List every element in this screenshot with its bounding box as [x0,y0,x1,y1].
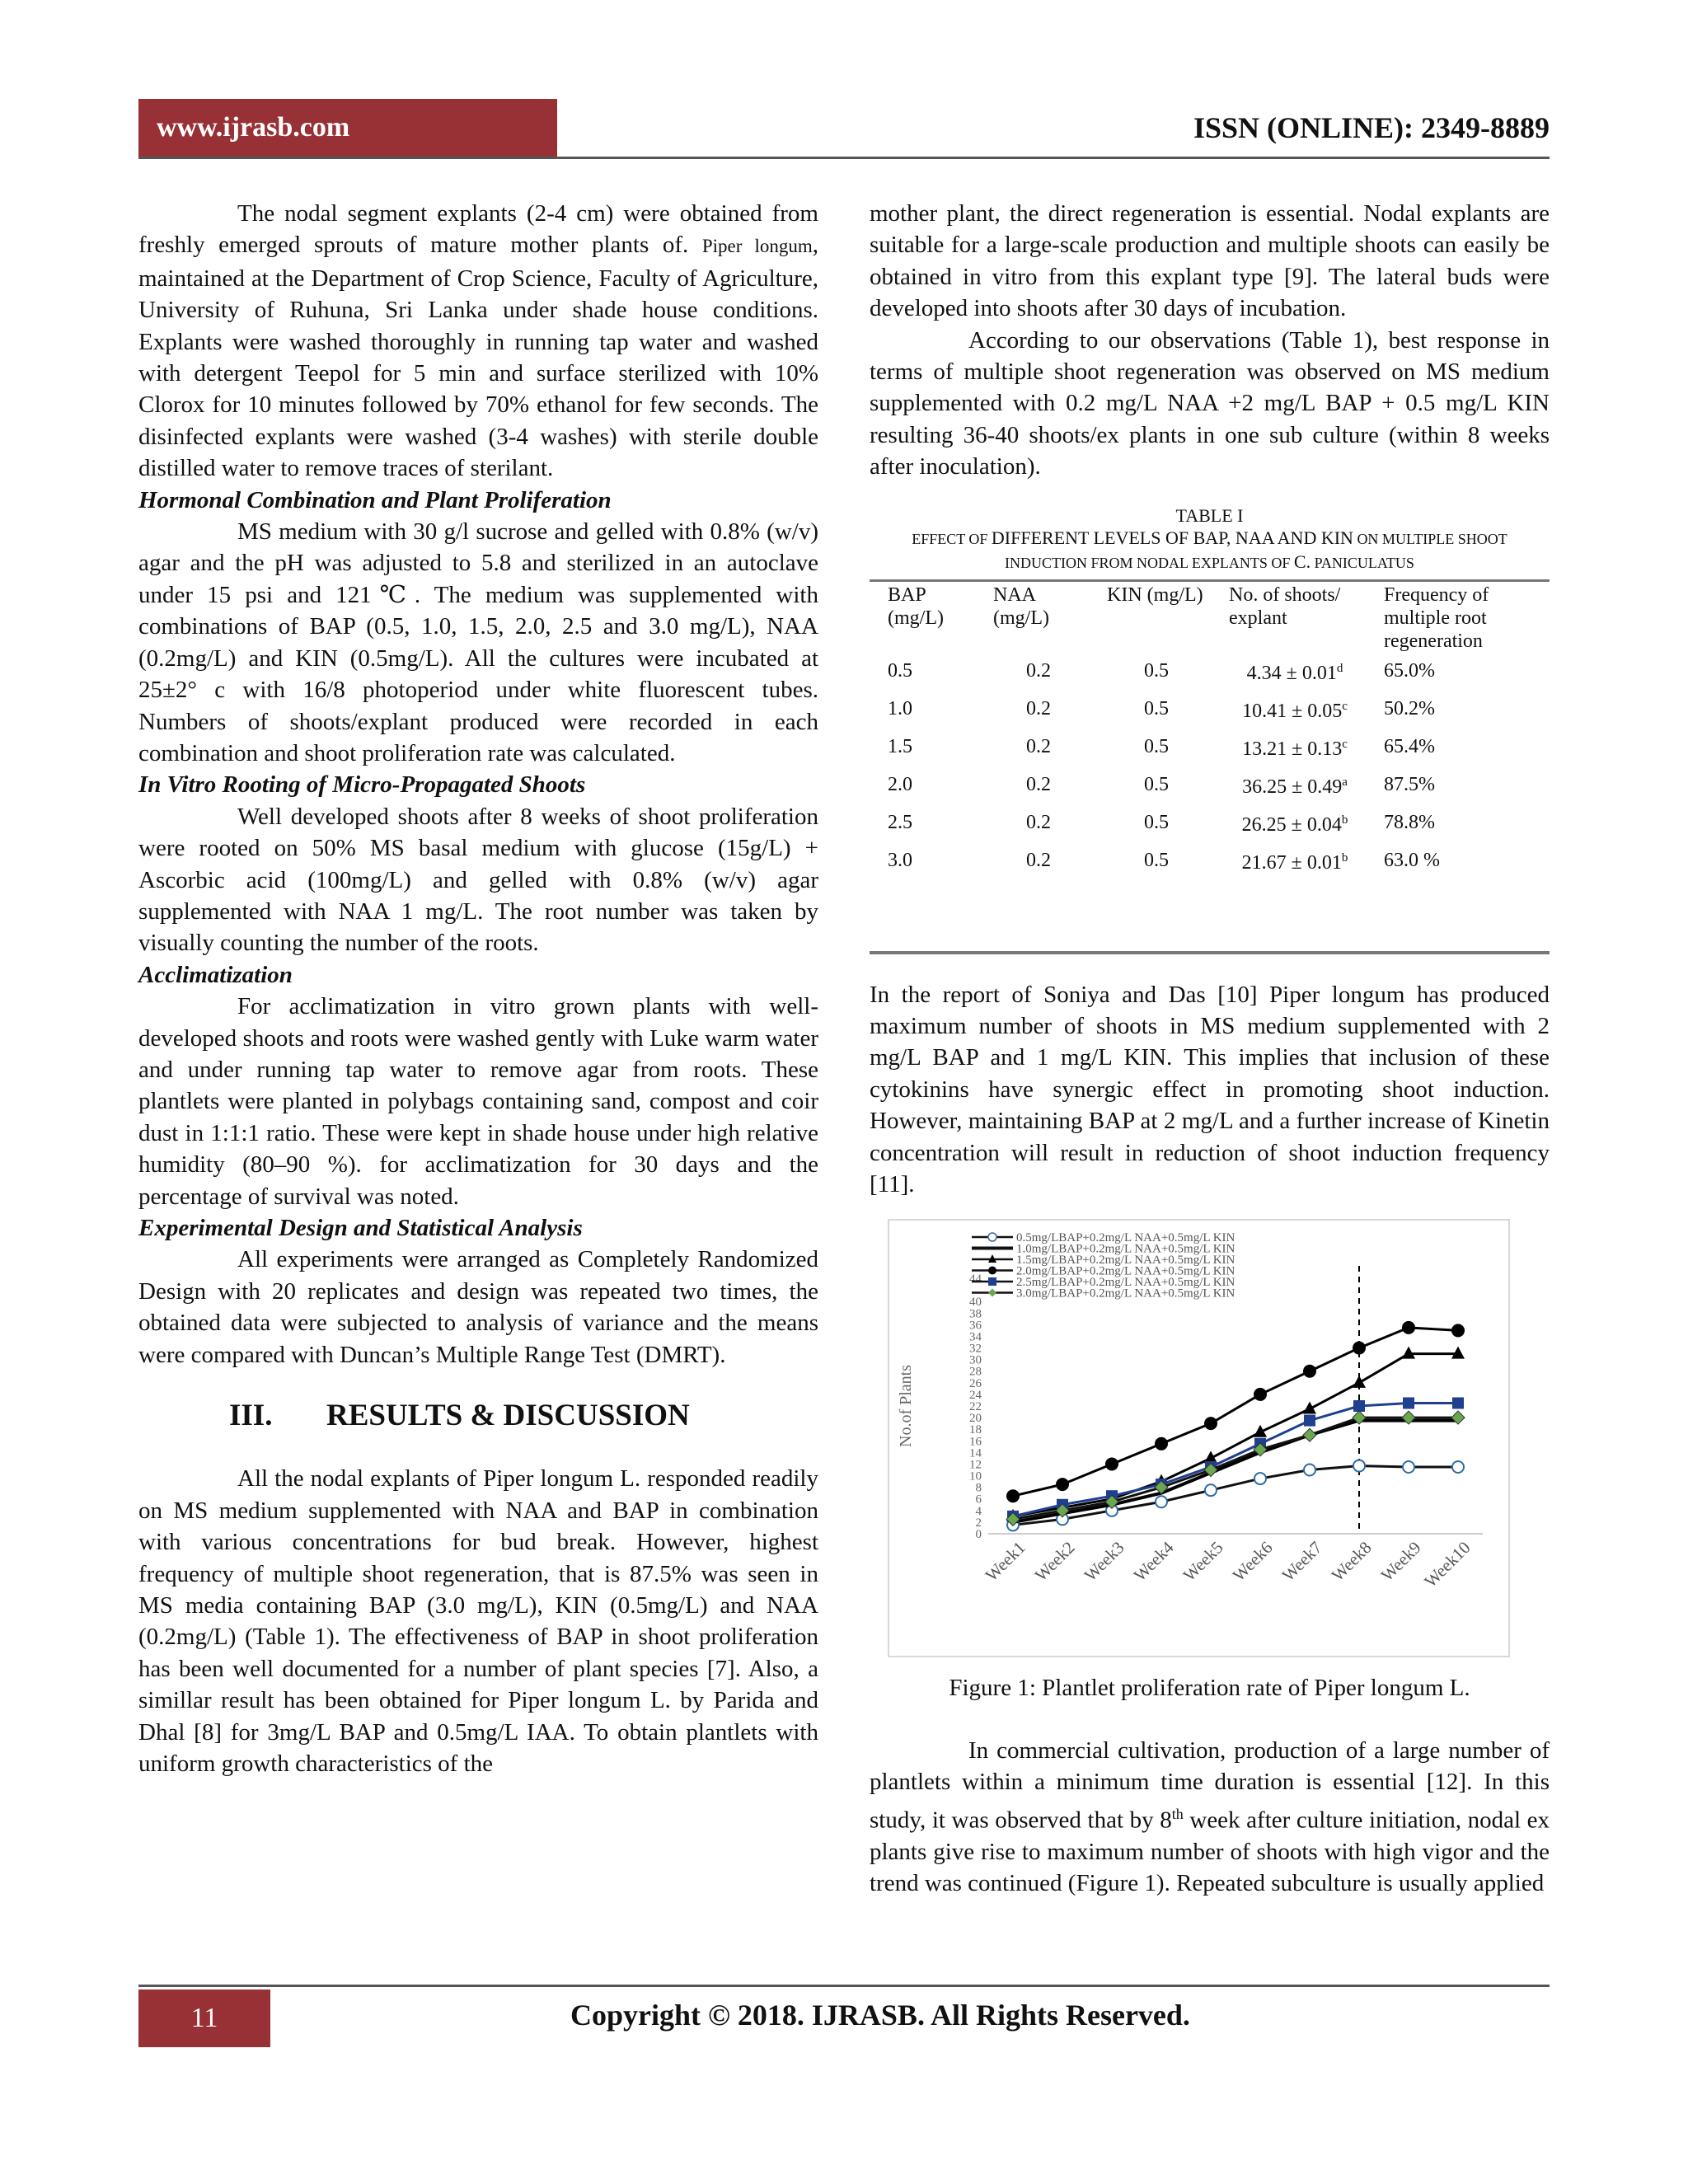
table-header: No. of shoots/ explant [1229,583,1341,629]
table-cell: 2.5 [888,812,912,834]
table-row [870,691,1550,729]
data-point [1353,1375,1366,1387]
y-tick-label: 36 [969,1318,982,1332]
data-point [1402,1320,1415,1333]
right-column [870,198,1550,1900]
paragraph-results: All the nodal explants of Piper longum L. responded readily on MS medium supplemented with NAA and BAP in combination with various concentrations for bud break. However, highest frequency of multiple shoot regeneration, that is 87.5% was seen in MS media containing BAP (3.0 mg/L), KIN (0.5mg/L) and NAA (0.2mg/L) (Table 1). The effectiveness of BAP in shoot proliferation has been well documented for a number of plant species [7]. Also, a simillar result has been obtained for Piper longum L. by Parida and Dhal [8] for 3mg/L BAP and 0.5mg/L IAA. To obtain plantlets with uniform growth characteristics of the [138,1465,818,1778]
data-point [1452,1397,1464,1408]
legend-marker [988,1288,996,1296]
table-cell: 2.0 [888,774,912,796]
table-cell: 4.34 ± 0.01$^d$ [1246,662,1343,685]
y-tick-label: 0 [975,1527,982,1541]
legend-label: 1.5mg/LBAP+0.2mg/L NAA+0.5mg/L KIN [1016,1253,1236,1267]
heading-hormonal: Hormonal Combination and Plant Proliferation [138,486,612,513]
table-cell: 13.21 ± 0.13$^c$ [1242,738,1348,761]
data-point [1451,1411,1465,1424]
table-cell: 0.2 [1026,774,1051,796]
legend-marker [988,1233,996,1241]
x-tick-label: Week8 [1327,1537,1376,1585]
table-cell: 1.0 [888,698,912,720]
x-tick-label: Week4 [1129,1537,1178,1585]
y-tick-label: 28 [969,1365,982,1379]
table-caption: TABLE I EFFECT OF DIFFERENT LEVELS OF BAP, NAA AND KIN ON MULTIPLE SHOOT INDUCTION FROM NODAL EXPLANTS OF C. PANICULATUS [870,504,1550,574]
table-cell: 0.2 [1026,660,1051,682]
x-tick-label: Week3 [1080,1537,1128,1585]
legend-label: 1.0mg/LBAP+0.2mg/L NAA+0.5mg/L KIN [1016,1242,1236,1255]
y-tick-label: 34 [969,1329,982,1343]
table-cell: 0.5 [1144,736,1169,758]
table-cell: 0.2 [1026,812,1051,834]
table-bottom-rule [870,880,1550,954]
paragraph-hormonal: MS medium with 30 g/l sucrose and gelled with 0.8% (w/v) agar and the pH was adjusted to 5.8 and sterilized in an autoclave under 15 psi and 121℃. The medium was supplemented with combinations of BAP (0.5, 1.0, 1.5, 2.0, 2.5 and 3.0 mg/L), NAA (0.2mg/L) and KIN (0.5mg/L). All the cultures were incubated at 25±2° c with 16/8 photoperiod under white fluorescent tubes. Numbers of shoots/explant produced were recorded in each combination and shoot proliferation rate was calculated. [138,518,818,766]
table-header: KIN (mg/L) [1107,583,1203,606]
table-header: NAA (mg/L) [993,583,1049,629]
series-line [1013,1353,1458,1516]
table-cell: 65.4% [1384,736,1435,758]
data-point [1303,1364,1316,1377]
data-point [1403,1460,1414,1472]
page-number: 11 [138,1990,270,2047]
table-cell: 78.8% [1384,812,1435,834]
header-divider [138,157,1550,159]
paragraph-acclimatization: For acclimatization in vitro grown plants with well-developed shoots and roots were washed gently with Luke warm water and under running tap water to remove agar from roots. These plantlets were planted in polybags containing sand, compost and coir dust in 1:1:1 ratio. These were kept in shade house under high relative humidity (80–90 %). for acclimatization for 30 days and the percentage of survival was noted. [138,993,818,1210]
data-point [1006,1489,1020,1502]
y-tick-label: 12 [969,1457,982,1471]
legend-marker [988,1277,996,1286]
data-point [1156,1496,1167,1507]
table-cell: 0.2 [1026,736,1051,758]
y-tick-label: 30 [969,1353,982,1367]
paragraph-commercial: In commercial cultivation, production of a large number of plantlets within a minimum time duration is essential [12]. In this study, it was observed that by 8th week after culture initiation, nodal ex plants give rise to maximum number of shoots with high vigor and the trend was continued (Figure 1). Repeated subculture is usually applied [870,1736,1550,1897]
table-cell: 0.5 [1144,850,1169,872]
y-tick-label: 14 [969,1446,982,1460]
y-tick-label: 16 [969,1434,982,1448]
table-row [870,842,1550,880]
paragraph-soniya: In the report of Soniya and Das [10] Piper longum has produced maximum number of shoots in MS medium supplemented with 2 mg/L BAP and 1 mg/L KIN. This implies that inclusion of these cytokinins have synergic effect in promoting shoot induction. However, maintaining BAP at 2 mg/L and a further increase of Kinetin concentration will result in reduction of shoot induction frequency [11]. [870,981,1550,1198]
y-tick-label: 4 [975,1504,982,1518]
figure-caption: Figure 1: Plantlet proliferation rate of Piper longum L. [949,1674,1470,1701]
data-point [1403,1397,1414,1408]
paragraph-observations: According to our observations (Table 1), best response in terms of multiple shoot regeneration was observed on MS medium supplemented with 0.2 mg/L NAA +2 mg/L BAP + 0.5 mg/L KIN resulting 36-40 shoots/ex plants in one sub culture (within 8 weeks after inoculation). [870,326,1550,480]
x-tick-label: Week2 [1030,1537,1079,1585]
table-cell: 87.5% [1384,774,1435,796]
heading-rooting: In Vitro Rooting of Micro-Propagated Shoots [138,771,586,799]
table-cell: 0.2 [1026,698,1051,720]
table-header: Frequency of multiple root regeneration [1384,583,1489,652]
y-tick-label: 22 [969,1399,982,1413]
section-heading: III. RESULTS & DISCUSSION [229,1399,690,1433]
data-point [1304,1464,1315,1475]
legend-label: 0.5mg/LBAP+0.2mg/L NAA+0.5mg/L KIN [1016,1230,1236,1244]
legend-label: 2.5mg/LBAP+0.2mg/L NAA+0.5mg/L KIN [1016,1275,1236,1289]
series-line [1013,1465,1458,1525]
table-cell: 3.0 [888,850,912,872]
y-tick-label: 8 [975,1481,982,1495]
table-header-row [870,580,1550,653]
table-row [870,653,1550,691]
table-row [870,766,1550,804]
data-point [1353,1341,1366,1354]
data-point [1402,1411,1415,1424]
x-tick-label: Week6 [1228,1537,1277,1585]
table-cell: 65.0% [1384,660,1435,682]
legend-label: 3.0mg/LBAP+0.2mg/L NAA+0.5mg/L KIN [1016,1286,1236,1300]
issn-label: ISSN (ONLINE): 2349-8889 [1193,111,1550,144]
data-point [1353,1400,1365,1412]
figure-1-chart [888,1219,1510,1657]
data-point [1353,1460,1365,1471]
table-cell: 21.67 ± 0.01$^b$ [1241,851,1348,874]
y-tick-label: 18 [969,1422,982,1436]
legend-label: 2.0mg/LBAP+0.2mg/L NAA+0.5mg/L KIN [1016,1264,1236,1277]
y-tick-label: 26 [969,1376,982,1390]
x-tick-label: Week5 [1179,1537,1227,1585]
x-tick-label: Week1 [981,1537,1029,1585]
paragraph-explants: The nodal segment explants (2-4 cm) were obtained from freshly emerged sprouts of mature mother plants of. Piper longum, maintained at the Department of Crop Science, Faculty of Agriculture, University of Ruhuna, Sri Lanka under shade house conditions. Explants were washed thoroughly in running tap water and washed with detergent Teepol for 5 min and surface sterilized with 10% Clorox for 10 minutes followed by 70% ethanol for few seconds. The disinfected explants were washed (3-4 washes) with sterile double distilled water to remove traces of sterilant. [138,200,818,482]
data-point [1254,1387,1267,1400]
data-point [1205,1484,1217,1496]
y-tick-label: 10 [969,1469,982,1483]
y-axis-title: No.of Plants [897,1364,915,1447]
table-cell: 10.41 ± 0.05$^c$ [1242,700,1348,723]
table-cell: 36.25 ± 0.49$^a$ [1242,776,1348,799]
data-point [1105,1457,1118,1470]
data-point [1452,1460,1464,1472]
y-tick-label: 20 [969,1411,982,1425]
table-cell: 0.5 [888,660,912,682]
data-point [1303,1428,1316,1441]
copyright-notice: Copyright © 2018. IJRASB. All Rights Reserved. [570,1999,1190,2032]
table-cell: 63.0 % [1384,850,1440,872]
table-cell: 26.25 ± 0.04$^b$ [1241,813,1348,837]
table-cell: 0.5 [1144,698,1169,720]
data-point [1304,1414,1315,1426]
table-title: TABLE I [1175,504,1244,526]
table-row [870,729,1550,766]
data-point [1254,1473,1266,1484]
data-point [1451,1324,1465,1337]
paragraph-mother-plant: mother plant, the direct regeneration is essential. Nodal explants are suitable for a large-scale production and multiple shoots can easily be obtained in vitro from this explant type [9]. The lateral buds were developed into shoots after 30 days of incubation. [870,200,1550,322]
results-table [870,579,1550,880]
x-tick-label: Week9 [1376,1537,1425,1585]
left-column [138,198,818,1780]
series-line [1013,1327,1458,1495]
table-cell: 0.2 [1026,850,1051,872]
x-tick-label: Week10 [1420,1537,1475,1591]
data-point [1155,1436,1168,1450]
paragraph-design: All experiments were arranged as Completely Randomized Design with 20 replicates and design was repeated two times, the obtained data were subjected to analysis of variance and the means were compared with Duncan’s Multiple Range Test (DMRT). [138,1246,818,1368]
table-cell: 0.5 [1144,660,1169,682]
data-point [1056,1478,1069,1491]
y-tick-label: 2 [975,1516,982,1530]
x-tick-label: Week7 [1278,1537,1326,1585]
table-header: BAP (mg/L) [888,583,944,629]
table-row [870,804,1550,842]
y-tick-label: 24 [969,1388,982,1402]
y-tick-label: 6 [975,1493,982,1507]
table-cell: 0.5 [1144,812,1169,834]
data-point [1204,1417,1217,1430]
table-cell: 1.5 [888,736,912,758]
table-cell: 0.5 [1144,774,1169,796]
y-tick-label: 32 [969,1342,982,1356]
y-tick-label: 40 [969,1295,982,1309]
footer-divider [138,1985,1550,1987]
paragraph-rooting: Well developed shoots after 8 weeks of shoot proliferation were rooted on 50% MS basal medium with glucose (15g/L) + Ascorbic acid (100mg/L) and gelled with 0.8% (w/v) agar supplemented with NAA 1 mg/L. The root number was taken by visually counting the number of the roots. [138,803,818,957]
heading-design: Experimental Design and Statistical Analysis [138,1215,583,1241]
line-chart [889,1221,1508,1656]
legend-marker [988,1266,996,1274]
table-cell: 50.2% [1384,698,1435,720]
journal-site-label: www.ijrasb.com [138,99,557,157]
heading-acclimatization: Acclimatization [138,961,293,988]
y-tick-label: 38 [969,1306,982,1320]
y-tick-label: 44 [969,1272,982,1286]
